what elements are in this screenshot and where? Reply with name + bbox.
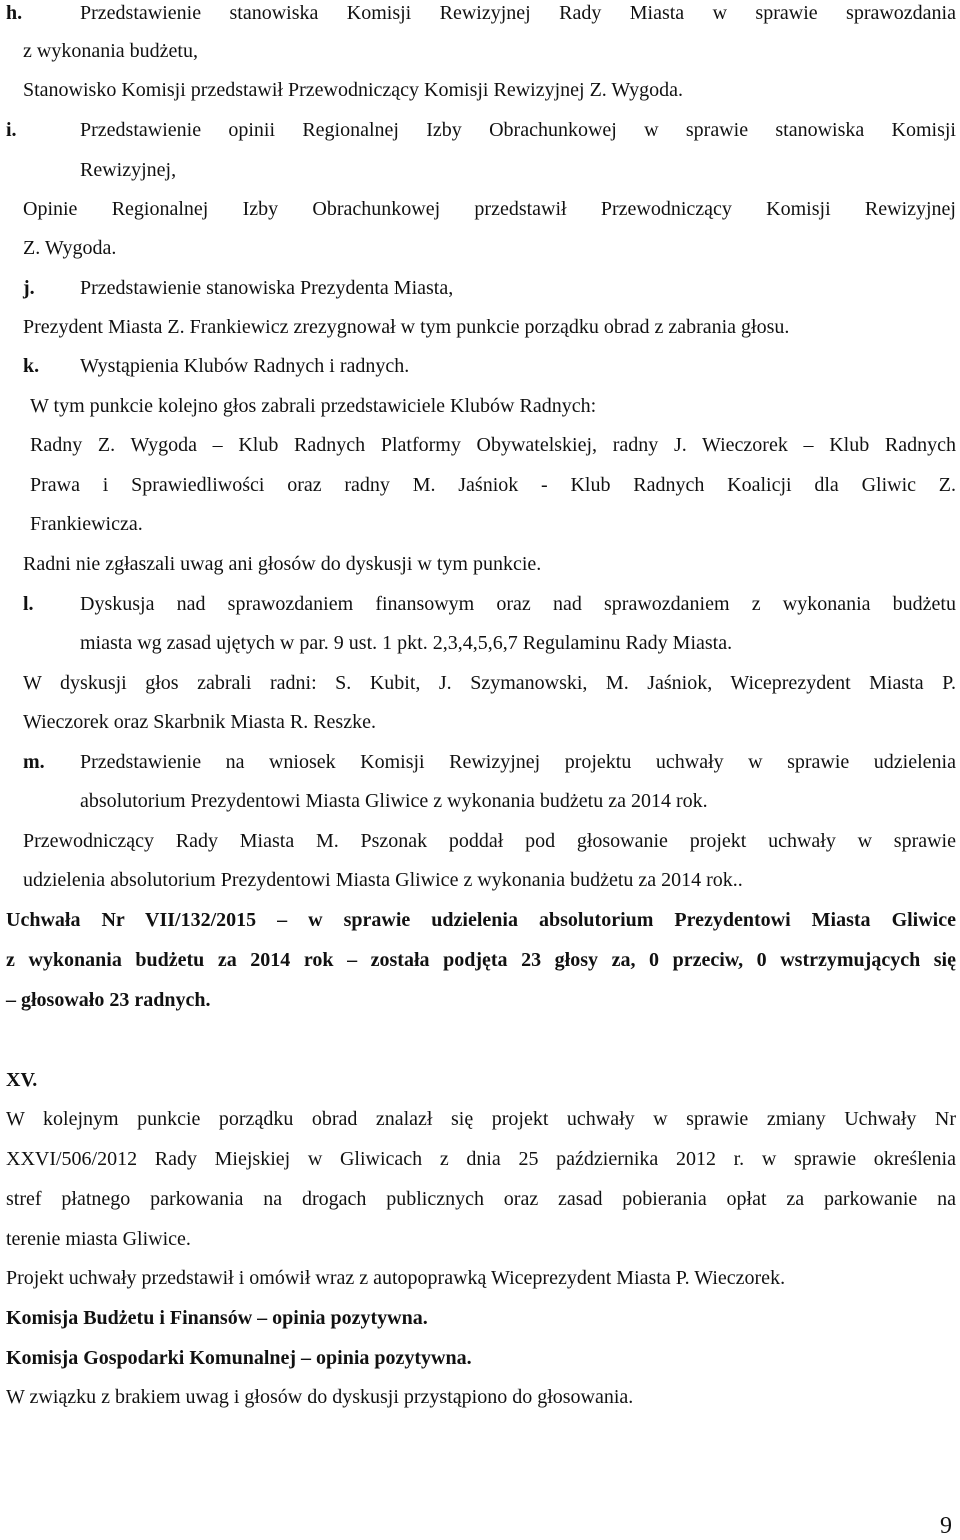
opinion-communal-committee: Komisja Gospodarki Komunalnej – opinia pozytywna. [6,1347,472,1369]
item-l-title-line1: Dyskusja nad sprawozdaniem finansowym oraz nad sprawozdaniem z wykonania budżetu [80,593,956,615]
item-l-body-line1: W dyskusji głos zabrali radni: S. Kubit, J. Szymanowski, M. Jaśniok, Wiceprezydent Miasta P. [23,672,956,694]
item-l-title-line2: miasta wg zasad ujętych w par. 9 ust. 1 pkt. 2,3,4,5,6,7 Regulaminu Rady Miasta. [80,632,733,654]
page-number: 9 [940,1513,952,1539]
item-k-body-line2: Radny Z. Wygoda – Klub Radnych Platformy Obywatelskiej, radny J. Wieczorek – Klub Radnych [30,434,956,456]
section-xv-p1-line3: stref płatnego parkowania na drogach publicznych oraz zasad pobierania opłat za parkowanie na [6,1188,956,1210]
section-xv-p1-line2: XXVI/506/2012 Rady Miejskiej w Gliwicach z dnia 25 października 2012 r. w sprawie określenia [6,1148,956,1170]
item-i-title-line1: Przedstawienie opinii Regionalnej Izby Obrachunkowej w sprawie stanowiska Komisji [80,119,956,141]
item-m-body-line2: udzielenia absolutorium Prezydentowi Miasta Gliwice z wykonania budżetu za 2014 rok.. [23,869,743,891]
item-k-title-line1: Wystąpienia Klubów Radnych i radnych. [80,355,410,377]
item-i-body-line1: Opinie Regionalnej Izby Obrachunkowej przedstawił Przewodniczący Komisji Rewizyjnej [23,198,956,220]
item-k-body-line3: Prawa i Sprawiedliwości oraz radny M. Jaśniok - Klub Radnych Koalicji dla Gliwic Z. [30,474,956,496]
section-xv-p1-line1: W kolejnym punkcie porządku obrad znalazł się projekt uchwały w sprawie zmiany Uchwały Nr [6,1108,956,1130]
item-m-title-line1: Przedstawienie na wniosek Komisji Rewizyjnej projektu uchwały w sprawie udzielenia [80,751,956,773]
section-xv-p2: Projekt uchwały przedstawił i omówił wraz z autopoprawką Wiceprezydent Miasta P. Wieczorek. [6,1267,786,1289]
item-marker-j: j. [23,277,35,299]
resolution-line1: Uchwała Nr VII/132/2015 – w sprawie udzielenia absolutorium Prezydentowi Miasta Gliwice [6,909,956,931]
resolution-line3: – głosowało 23 radnych. [6,989,211,1011]
item-l-body-line2: Wieczorek oraz Skarbnik Miasta R. Reszke. [23,711,376,733]
item-marker-h: h. [6,2,23,24]
item-h-title-line1: Przedstawienie stanowiska Komisji Rewizyjnej Rady Miasta w sprawie sprawozdania [80,2,956,24]
section-xv-heading: XV. [6,1069,38,1091]
item-h-title-line2: z wykonania budżetu, [23,40,198,62]
item-h-body-line1: Stanowisko Komisji przedstawił Przewodniczący Komisji Rewizyjnej Z. Wygoda. [23,79,683,101]
resolution-line2: z wykonania budżetu za 2014 rok – została podjęta 23 głosy za, 0 przeciw, 0 wstrzymujących się [6,949,956,971]
item-k-body-line5: Radni nie zgłaszali uwag ani głosów do dyskusji w tym punkcie. [23,553,542,575]
item-k-body-line4: Frankiewicza. [30,513,143,535]
opinion-budget-committee: Komisja Budżetu i Finansów – opinia pozytywna. [6,1307,428,1329]
item-marker-m: m. [23,751,45,773]
item-i-title-line2: Rewizyjnej, [80,159,177,181]
item-j-body-line1: Prezydent Miasta Z. Frankiewicz zrezygnował w tym punkcie porządku obrad z zabrania głosu. [23,316,790,338]
item-marker-i: i. [6,119,17,141]
item-i-body-line2: Z. Wygoda. [23,237,117,259]
section-xv-p3: W związku z brakiem uwag i głosów do dyskusji przystąpiono do głosowania. [6,1386,634,1408]
item-m-body-line1: Przewodniczący Rady Miasta M. Pszonak poddał pod głosowanie projekt uchwały w sprawie [23,830,956,852]
section-xv-p1-line4: terenie miasta Gliwice. [6,1228,191,1250]
item-marker-l: l. [23,593,34,615]
item-m-title-line2: absolutorium Prezydentowi Miasta Gliwice z wykonania budżetu za 2014 rok. [80,790,708,812]
item-j-title-line1: Przedstawienie stanowiska Prezydenta Miasta, [80,277,454,299]
item-k-body-line1: W tym punkcie kolejno głos zabrali przedstawiciele Klubów Radnych: [30,395,597,417]
item-marker-k: k. [23,355,40,377]
